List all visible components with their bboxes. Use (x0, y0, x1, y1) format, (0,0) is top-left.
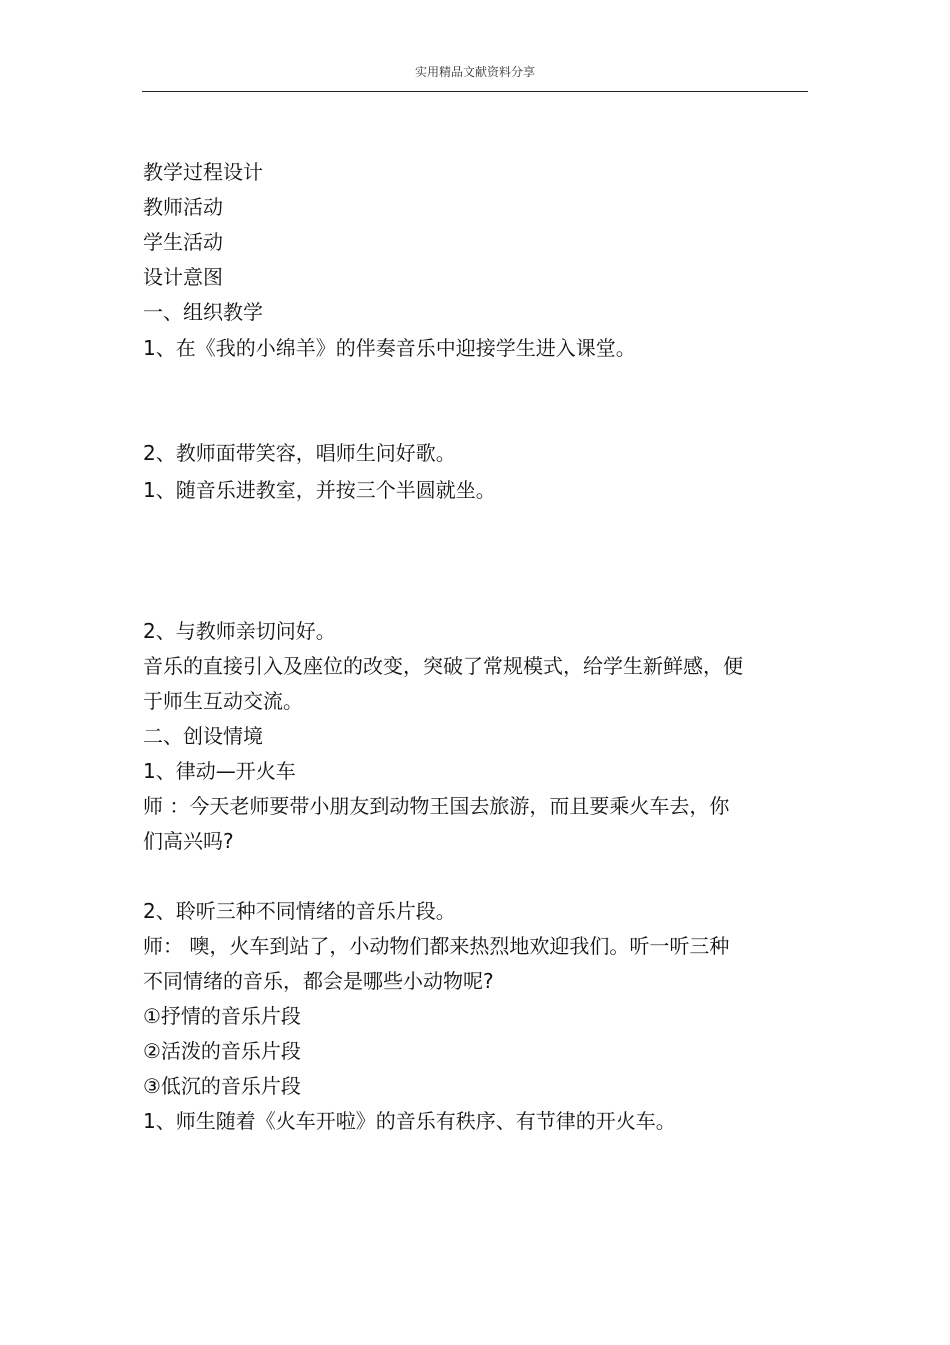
text-line: 教师活动 (143, 195, 223, 219)
text-line: 教学过程设计 (143, 160, 263, 184)
text-line: 们高兴吗? (143, 829, 234, 853)
page-header: 实用精品文献资料分享 (414, 65, 535, 79)
section-heading: 二、创设情境 (143, 724, 263, 748)
text-line: 音乐的直接引入及座位的改变，突破了常规模式，给学生新鲜感，便 (143, 654, 743, 678)
text-line: 2、与教师亲切问好。 (143, 619, 336, 643)
text-line: 2、教师面带笑容，唱师生问好歌。 (143, 441, 456, 465)
text-line: 1、在《我的小绵羊》的伴奏音乐中迎接学生进入课堂。 (143, 336, 636, 360)
text-line: 1、师生随着《火车开啦》的音乐有秩序、有节律的开火车。 (143, 1109, 676, 1133)
header-divider (142, 91, 808, 92)
list-item: ②活泼的音乐片段 (143, 1039, 301, 1063)
text-line: 师： 噢，火车到站了，小动物们都来热烈地欢迎我们。听一听三种 (143, 934, 730, 958)
text-line: 学生活动 (143, 230, 223, 254)
list-item: ①抒情的音乐片段 (143, 1004, 301, 1028)
text-line: 不同情绪的音乐，都会是哪些小动物呢? (143, 969, 494, 993)
list-item: ③低沉的音乐片段 (143, 1074, 301, 1098)
text-line: 于师生互动交流。 (143, 689, 303, 713)
text-line: 1、律动—开火车 (143, 759, 296, 783)
text-line: 1、随音乐进教室，并按三个半圆就坐。 (143, 478, 496, 502)
text-line: 设计意图 (143, 265, 223, 289)
text-line: 2、聆听三种不同情绪的音乐片段。 (143, 899, 456, 923)
text-line: 师 ：今天老师要带小朋友到动物王国去旅游，而且要乘火车去，你 (143, 794, 730, 818)
section-heading: 一、组织教学 (143, 300, 263, 324)
